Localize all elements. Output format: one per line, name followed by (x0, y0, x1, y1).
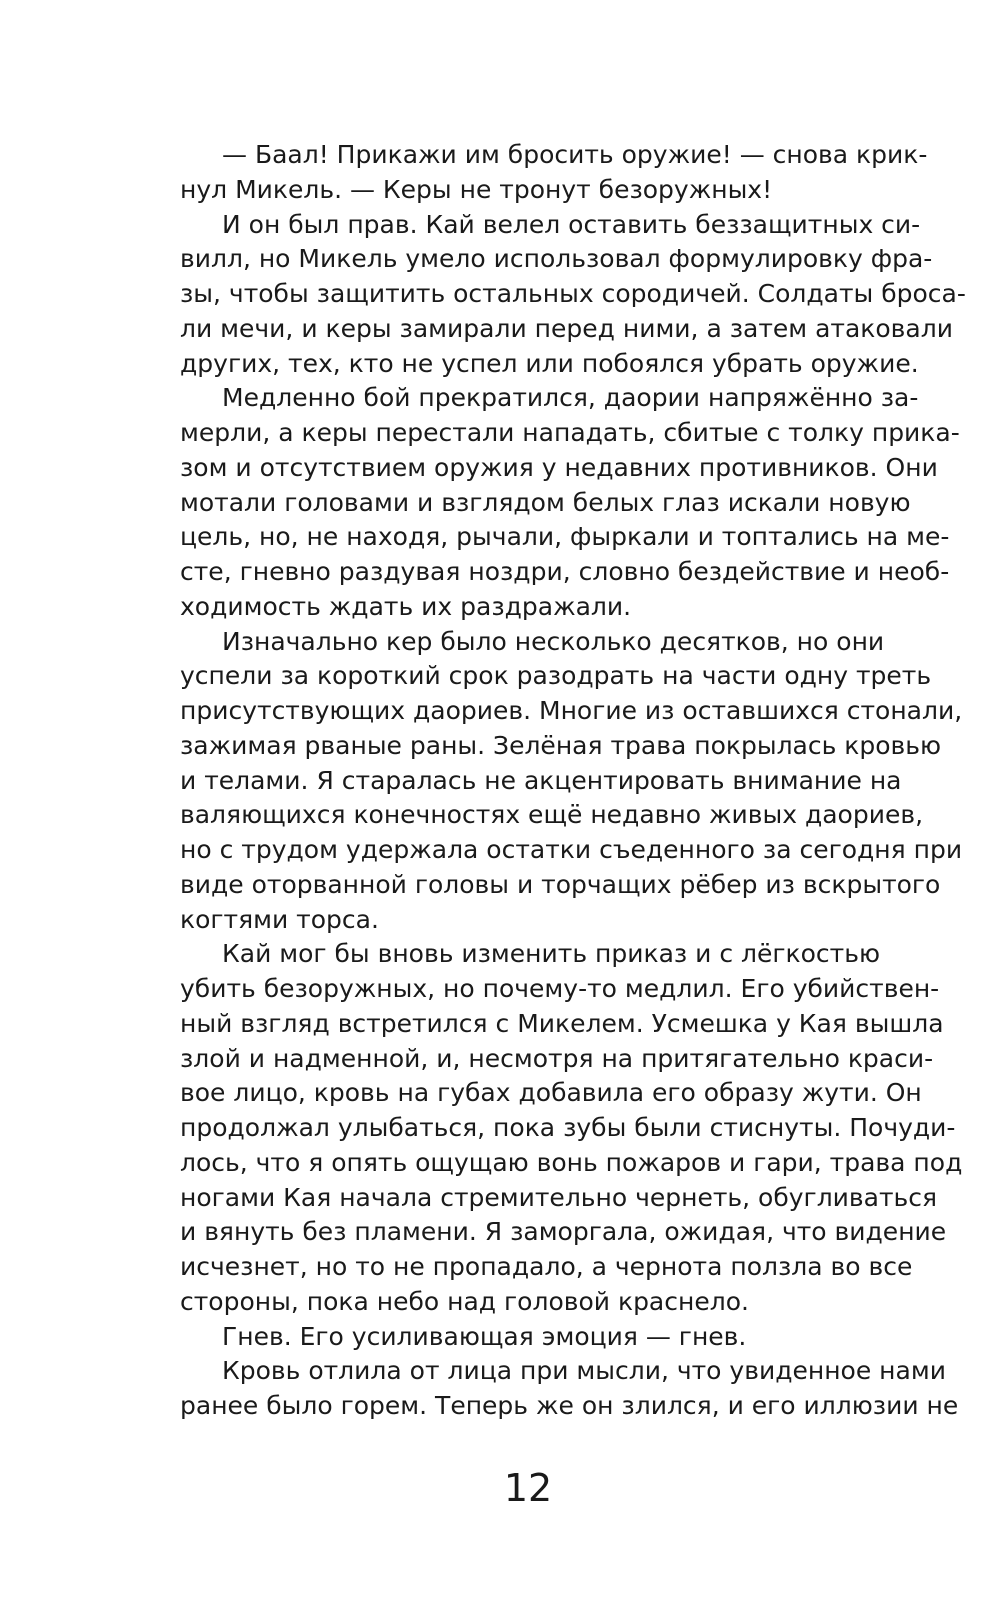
text-line: и телами. Я старалась не акцентировать внимание на (180, 765, 902, 795)
text-line: убить безоружных, но почему-то медлил. Его убийствен- (180, 974, 940, 1003)
text-line: виде оторванной головы и торчащих рёбер из вскрытого (180, 869, 941, 899)
page-number: 12 (503, 1466, 553, 1510)
text-line: но с трудом удержала остатки съеденного за сегодня при (180, 835, 963, 864)
text-line: — Баал! Прикажи им бросить оружие! — снова крик- (222, 140, 928, 169)
text-line: ли мечи, и керы замирали перед ними, а затем атаковали (180, 313, 953, 343)
text-line: злой и надменной, и, несмотря на притягательно краси- (180, 1043, 934, 1073)
text-line: цель, но, не находя, рычали, фыркали и топтались на ме- (180, 522, 950, 552)
text-line: успели за короткий срок разодрать на части одну треть (180, 661, 932, 691)
text-line: Кровь отлила от лица при мысли, что увиденное нами (222, 1356, 946, 1386)
text-line: мерли, а керы перестали нападать, сбитые с толку прика- (180, 418, 960, 447)
text-line: Гнев. Его усиливающая эмоция — гнев. (222, 1321, 747, 1351)
text-line: ногами Кая начала стремительно чернеть, обугливаться (180, 1182, 938, 1212)
text-line: и вянуть без пламени. Я заморгала, ожидая, что видение (180, 1217, 947, 1247)
text-line: Кай мог бы вновь изменить приказ и с лёгкостью (222, 939, 880, 969)
body-text (180, 138, 966, 1424)
text-line: нул Микель. — Керы не тронут безоружных! (180, 174, 773, 204)
text-line: валяющихся конечностях ещё недавно живых даориев, (180, 800, 924, 830)
text-line: мотали головами и взглядом белых глаз искали новую (180, 487, 911, 517)
text-line: стороны, пока небо над головой краснело. (180, 1286, 749, 1316)
text-line: продолжал улыбаться, пока зубы были стиснуты. Почуди- (180, 1113, 956, 1142)
text-line: Медленно бой прекратился, даории напряжённо за- (222, 383, 919, 413)
text-line: ранее было горем. Теперь же он злился, и его иллюзии не (180, 1391, 959, 1420)
text-line: зом и отсутствием оружия у недавних противников. Они (180, 452, 938, 482)
text-line: исчезнет, но то не пропадало, а чернота ползла во все (180, 1252, 913, 1281)
text-line: ный взгляд встретился с Микелем. Усмешка у Кая вышла (180, 1008, 944, 1038)
text-line: И он был прав. Кай велел оставить беззащитных си- (222, 209, 921, 239)
text-line: зы, чтобы защитить остальных сородичей. Солдаты броса- (180, 279, 966, 308)
text-line: присутствующих даориев. Многие из оставшихся стонали, (180, 696, 963, 725)
text-line: сте, гневно раздувая ноздри, словно бездействие и необ- (180, 557, 950, 586)
text-line: вое лицо, кровь на губах добавила его образу жути. Он (180, 1078, 922, 1108)
text-line: зажимая рваные раны. Зелёная трава покрылась кровью (180, 730, 942, 760)
text-line: других, тех, кто не успел или побоялся убрать оружие. (180, 348, 919, 378)
text-line: ходимость ждать их раздражали. (180, 591, 632, 621)
text-line: вилл, но Микель умело использовал формулировку фра- (180, 244, 933, 274)
text-line: когтями торса. (180, 904, 379, 934)
text-line: лось, что я опять ощущаю вонь пожаров и гари, трава под (180, 1147, 963, 1177)
text-line: Изначально кер было несколько десятков, но они (222, 626, 885, 656)
